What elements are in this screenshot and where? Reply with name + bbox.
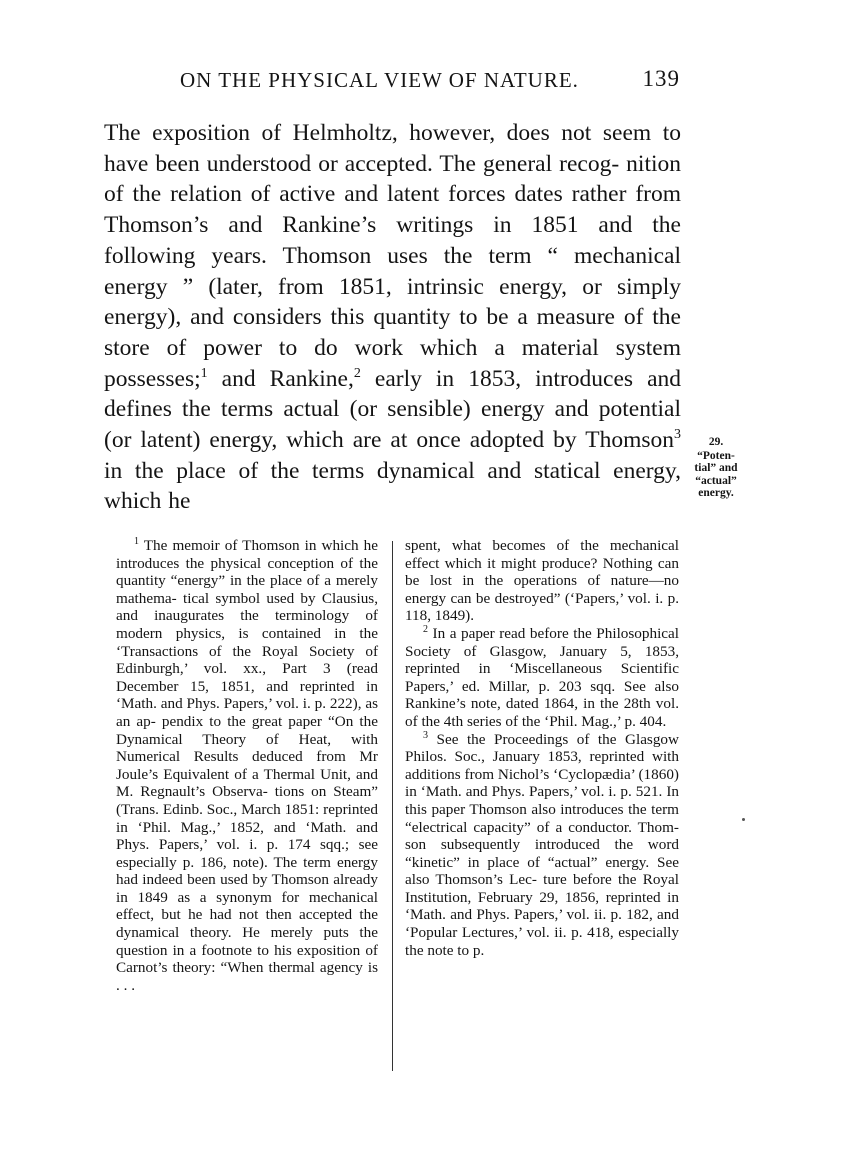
footnotes-left-column — [116, 537, 378, 994]
footnote-2-text: In a paper read before the Philosophical Society of Glasgow, January 5, 1853, reprinted in ‘Miscellaneous Scientific Papers,’ ed. Millar, p. 203 sqq. See also Rankine’s note, dated 1864, in the 28th vol. of the 4th series of the ‘Phil. Mag.,’ p. 404. — [405, 624, 679, 730]
main-paragraph — [104, 118, 681, 517]
margin-note-number: 29. — [708, 436, 724, 448]
footnote-3-marker: 3 — [423, 729, 428, 741]
scan-speck — [742, 818, 745, 821]
footnote-2 — [405, 625, 679, 731]
page-number: 139 — [642, 66, 680, 91]
footnote-ref-2: 2 — [353, 365, 361, 381]
running-title: ON THE PHYSICAL VIEW OF NATURE. — [180, 68, 579, 92]
footnote-ref-3: 3 — [674, 427, 681, 443]
column-divider — [392, 541, 393, 1071]
footnote-ref-1: 1 — [200, 365, 208, 381]
footnote-1-text: The memoir of Thomson in which he introduces the physical conception of the quantity “energy” in the place of a merely mathema- tical symbol used by Clausius, and inaugurates the terminology of modern physics, is contained in the ‘Transactions of the Royal Society of Edinburgh,’ vol. xx., Part 3 (read December 15, 1851, and reprinted in ‘Math. and Phys. Papers,’ vol. i. p. 222), as an ap- pendix to the great paper “On the Dynamical Theory of Heat, with Numerical Results deduced from Mr Joule’s Equivalent of a Thermal Unit, and M. Regnault’s Observa- tions on Steam” (Trans. Edinb. Soc., March 1851: reprinted in ‘Phil. Mag.,’ 1852, and ‘Math. and Phys. Papers,’ vol. i. p. 174 sqq.; see especially p. 186, note). The term energy had indeed been used by Thomson already in 1849 as a synonym for mechanical effect, but he had not then accepted the dynamical theory. He merely puts the question in a footnote to his exposition of Carnot’s theory: “When thermal agency is . . . — [116, 537, 378, 994]
body-text-part-4: in the place of the terms dynamical and statical energy, which he — [104, 457, 681, 515]
footnote-3-text: See the Proceedings of the Glasgow Philos. Soc., January 1853, reprinted with additions from Nichol’s ‘Cyclopædia’ (1860) in ‘Math. and Phys. Papers,’ vol. i. p. 521. In this paper Thomson also introduces the term “electrical capacity” of a conductor. Thom- son subsequently introduced the word “kinetic” in place of “actual” energy. See also Thomson’s Lec- ture before the Royal Institution, February 29, 1856, reprinted in ‘Math. and Phys. Papers,’ vol. ii. p. 182, and ‘Popular Lectures,’ vol. ii. p. 418, especially the note to p. — [405, 730, 679, 959]
body-text-part-1: The exposition of Helmholtz, however, does not seem to have been understood or accepted. The general recog- nition of the relation of active and latent forces dates rather from Thomson’s and Rankine’s writings in 1851 and the following years. Thomson uses the term “ mechanical energy ” (later, from 1851, intrinsic energy, or simply energy), and considers this quantity to be a measure of the store of power to do work which a material system possesses; — [104, 120, 681, 392]
margin-note-text: “Poten- tial” and “actual” energy. — [694, 449, 738, 499]
footnote-2-marker: 2 — [423, 623, 428, 635]
footnote-1-marker: 1 — [134, 535, 139, 547]
margin-note — [686, 436, 746, 500]
footnotes-right-column — [405, 537, 679, 959]
footnote-1-continuation: spent, what becomes of the mechanical effect which it might produce? Nothing can be lost in the operations of nature—no energy can be destroyed” (‘Papers,’ vol. i. p. 118, 1849). — [405, 537, 679, 625]
body-text-part-2: and Rankine, — [207, 365, 354, 392]
body-text-part-3: early in 1853, introduces and defines the terms actual (or sensible) energy and potential (or latent) energy, which are at once adopted by Thomson — [104, 365, 681, 454]
footnote-1 — [116, 537, 378, 994]
footnote-3 — [405, 731, 679, 960]
